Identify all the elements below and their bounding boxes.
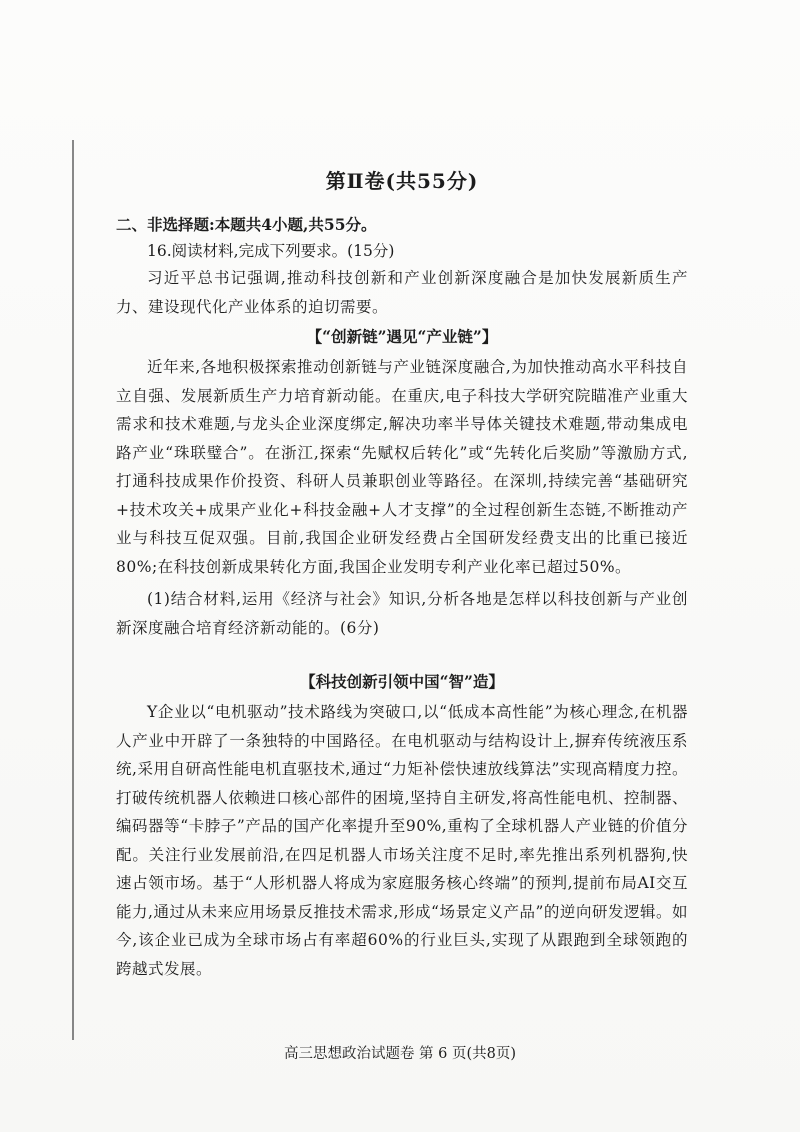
material1-body: 近年来,各地积极探索推动创新链与产业链深度融合,为加快推动高水平科技自立自强、发展新质生产力培育新动能。在重庆,电子科技大学研究院瞄准产业重大需求和技术难题,与龙头企业深度绑定,解决功率半导体关键技术难题,带动集成电路产业“珠联璧合”。在浙江,探索“先赋权后转化”或“先转化后奖励”等激励方式,打通科技成果作价投资、科研人员兼职创业等路径。在深圳,持续完善“基础研究+技术攻关+成果产业化+科技金融+人才支撑”的全过程创新生态链,不断推动产业与科技互促双强。目前,我国企业研发经费占全国研发经费支出的比重已接近80%;在科技创新成果转化方面,我国企业发明专利产业化率已超过50%。	[116, 358, 688, 576]
page-footer: 高三思想政治试题卷 第 6 页(共8页)	[283, 1046, 517, 1062]
page-content	[116, 166, 688, 983]
section-heading: 二、非选择题:本题共4小题,共55分。	[116, 215, 377, 234]
subquestion-1: (1)结合材料,运用《经济与社会》知识,分析各地是怎样以科技创新与产业创新深度融合培育经济新动能的。(6分)	[116, 590, 688, 637]
material1-heading: 【“创新链”遇见“产业链”】	[306, 327, 498, 346]
answer-space	[116, 642, 688, 666]
page-title: 第Ⅱ卷(共55分)	[325, 169, 479, 193]
material2-body: Y企业以“电机驱动”技术路线为突破口,以“低成本高性能”为核心理念,在机器人产业中开辟了一条独特的中国路径。在电机驱动与结构设计上,摒弃传统液压系统,采用自研高性能电机直驱技术,通过“力矩补偿快速放线算法”实现高精度力控。打破传统机器人依赖进口核心部件的困境,坚持自主研发,将高性能电机、控制器、编码器等“卡脖子”产品的国产化率提升至90%,重构了全球机器人产业链的价值分配。关注行业发展前沿,在四足机器人市场关注度不足时,率先推出系列机器狗,快速占领市场。基于“人形机器人将成为家庭服务核心终端”的预判,提前布局AI交互能力,通过从未来应用场景反推技术需求,形成“场景定义产品”的逆向研发逻辑。如今,该企业已成为全球市场占有率超60%的行业巨头,实现了从跟跑到全球领跑的跨越式发展。	[116, 703, 688, 978]
intro-paragraph: 习近平总书记强调,推动科技创新和产业创新深度融合是加快发展新质生产力、建设现代化产业体系的迫切需要。	[116, 269, 688, 316]
material2-heading: 【科技创新引领中国“智”造】	[300, 672, 504, 691]
binding-margin-line	[72, 140, 74, 1040]
question-stem: 16.阅读材料,完成下列要求。(15分)	[147, 242, 395, 260]
